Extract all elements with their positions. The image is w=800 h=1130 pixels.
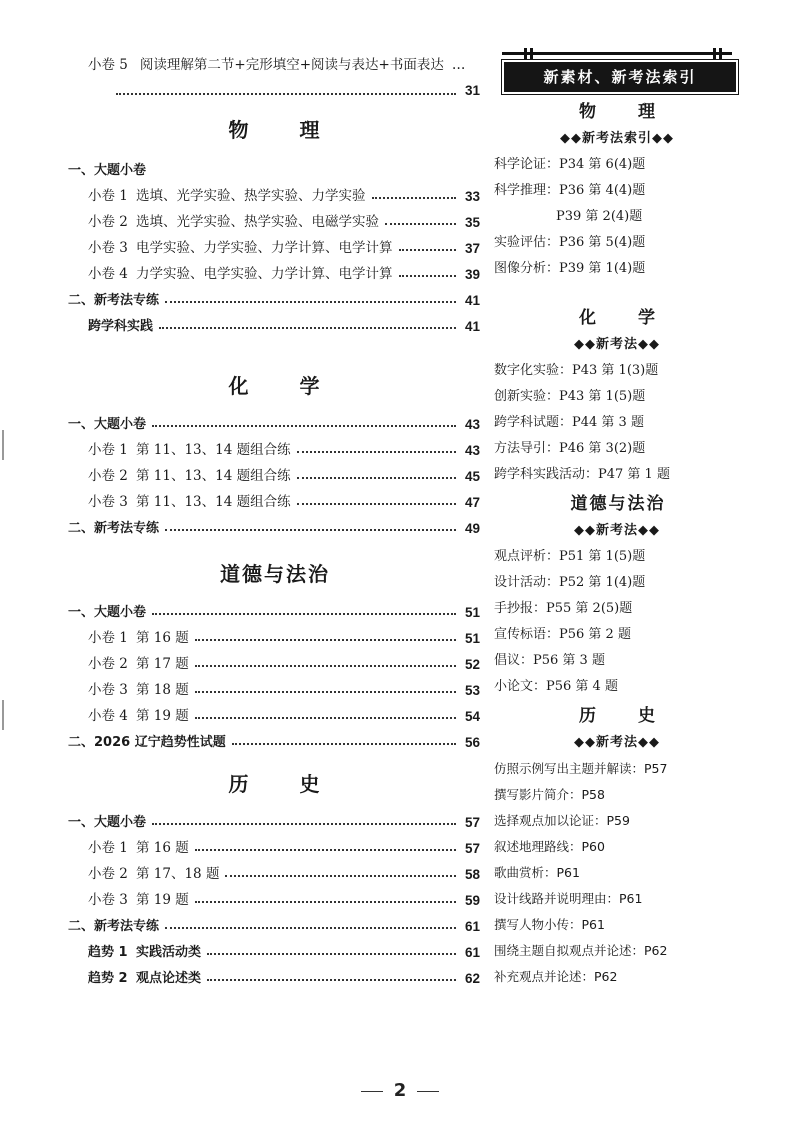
toc-item-label: 小卷 1	[88, 188, 128, 204]
index-item: P39 第 2(4)题	[556, 209, 643, 224]
section-title: 物 理	[228, 118, 342, 142]
dot-leader	[399, 249, 457, 251]
toc-heading	[68, 594, 480, 620]
toc-item-text: 第 11、13、14 题组合练	[136, 442, 291, 458]
dot-leader	[297, 451, 456, 453]
page-number: 49	[464, 521, 480, 536]
dot-leader	[225, 875, 456, 877]
toc-item	[68, 432, 480, 458]
toc-item-label: 小卷 2	[88, 866, 128, 882]
toc-heading-text: 二、2026 辽宁趋势性试题	[68, 735, 226, 750]
toc-item	[68, 308, 480, 334]
page-number: 62	[464, 971, 480, 986]
banner-rail	[502, 52, 732, 55]
toc-item-text: 电学实验、力学实验、力学计算、电学计算	[136, 240, 393, 256]
banner-post	[530, 48, 533, 60]
toc-item-text: 第 19 题	[136, 892, 189, 908]
toc-item-text: 第 19 题	[136, 708, 189, 724]
dot-leader	[195, 691, 456, 693]
index-block-title: 道德与法治	[570, 494, 666, 514]
footer-page-number: 2	[393, 1080, 407, 1101]
dot-leader	[399, 275, 457, 277]
page-number: 43	[464, 443, 480, 458]
index-item: 撰写人物小传：P61	[494, 917, 605, 932]
page-number: 59	[464, 893, 480, 908]
toc-item-label: 小卷 2	[88, 214, 128, 230]
dot-leader	[152, 425, 456, 427]
dot-leader	[152, 823, 456, 825]
index-block-subtitle: ◆◆新考法◆◆	[574, 337, 660, 352]
toc-item	[68, 856, 480, 882]
toc-item-text: 第 17、18 题	[136, 866, 220, 882]
dot-leader	[165, 927, 456, 929]
toc-item-text: 选填、光学实验、热学实验、电磁学实验	[136, 214, 379, 230]
page-number: 52	[464, 657, 480, 672]
index-block-subtitle: ◆◆新考法◆◆	[574, 523, 660, 538]
toc-item-label: 小卷 3	[88, 892, 128, 908]
footer-dash	[361, 1091, 383, 1092]
toc-item	[68, 672, 480, 698]
index-item: 科学推理：P36 第 4(4)题	[494, 183, 646, 198]
index-item: 撰写影片简介：P58	[494, 787, 605, 802]
toc-item	[68, 620, 480, 646]
index-block-subtitle: ◆◆新考法索引◆◆	[560, 131, 674, 146]
page-number: 58	[464, 867, 480, 882]
toc-heading-text: 二、新考法专练	[68, 293, 160, 308]
toc-item-text: 第 11、13、14 题组合练	[136, 468, 291, 484]
dot-leader	[195, 849, 456, 851]
index-item: 观点评析：P51 第 1(5)题	[494, 549, 646, 564]
index-block-morality-law	[494, 490, 740, 700]
page-number: 61	[464, 919, 480, 934]
index-item: 跨学科实践活动：P47 第 1 题	[494, 467, 670, 482]
dot-leader	[195, 901, 456, 903]
dot-leader	[372, 197, 457, 199]
page-number: 57	[464, 815, 480, 830]
index-item: 宣传标语：P56 第 2 题	[494, 627, 631, 642]
dot-leader	[195, 639, 456, 641]
toc-item-text: 实践活动类	[136, 945, 202, 960]
banner-post	[524, 48, 527, 60]
index-item: 倡议：P56 第 3 题	[494, 653, 605, 668]
margin-mark	[2, 700, 4, 730]
toc-heading-text: 一、大题小卷	[68, 605, 147, 620]
toc-item-label: 小卷 4	[88, 266, 128, 282]
toc-item-label: 小卷 2	[88, 468, 128, 484]
dot-leader	[159, 327, 456, 329]
index-banner: 新素材、新考法索引	[504, 62, 736, 92]
footer-dash	[417, 1091, 439, 1092]
toc-heading	[68, 510, 480, 536]
toc-item-text: 第 11、13、14 题组合练	[136, 494, 291, 510]
dot-leader	[207, 979, 456, 981]
page-number: 31	[464, 83, 480, 98]
index-item: 设计线路并说明理由：P61	[494, 891, 643, 906]
page-number: 39	[464, 267, 480, 282]
page-number: 61	[464, 945, 480, 960]
index-item: 图像分析：P39 第 1(4)题	[494, 261, 646, 276]
dot-leader	[165, 529, 456, 531]
toc-item-text: 阅读理解第二节+完形填空+阅读与表达+书面表达	[139, 57, 444, 73]
toc-item-text: 第 17 题	[136, 656, 189, 672]
dot-leader	[385, 223, 456, 225]
page-number: 51	[464, 631, 480, 646]
toc-item-label: 小卷 1	[88, 442, 128, 458]
toc-item	[68, 204, 480, 230]
index-item: 实验评估：P36 第 5(4)题	[494, 235, 646, 250]
toc-item-label: 趋势 2	[88, 971, 128, 986]
index-block-title: 物 理	[579, 102, 673, 122]
page-number: 41	[464, 319, 480, 334]
dot-leader	[116, 93, 456, 95]
ellipsis: …	[451, 57, 466, 73]
page-number: 51	[464, 605, 480, 620]
index-item: 方法导引：P46 第 3(2)题	[494, 441, 646, 456]
toc-item-label: 小卷 1	[88, 630, 128, 646]
toc-item-label: 小卷 3	[88, 240, 128, 256]
toc-item	[68, 698, 480, 724]
toc-item-text: 跨学科实践	[88, 319, 154, 334]
index-item: 手抄报：P55 第 2(5)题	[494, 601, 633, 616]
toc-item-text: 力学实验、电学实验、力学计算、电学计算	[136, 266, 393, 282]
index-right-column	[494, 48, 740, 990]
page-number: 56	[464, 735, 480, 750]
section-title: 道德与法治	[220, 562, 330, 586]
page-number: 57	[464, 841, 480, 856]
toc-item	[68, 934, 480, 960]
index-block-title: 历 史	[579, 706, 673, 726]
page-number: 43	[464, 417, 480, 432]
index-item: 仿照示例写出主题并解读：P57	[494, 761, 668, 776]
index-item: 围绕主题自拟观点并论述：P62	[494, 943, 668, 958]
banner-post	[719, 48, 722, 60]
toc-item-label: 小卷 5	[88, 57, 128, 73]
toc-item-label: 趋势 1	[88, 945, 128, 960]
page-number: 37	[464, 241, 480, 256]
toc-item-text: 第 16 题	[136, 840, 189, 856]
section-title: 化 学	[228, 374, 342, 398]
toc-heading-text: 二、新考法专练	[68, 521, 160, 536]
page-number: 47	[464, 495, 480, 510]
toc-heading-text: 一、大题小卷	[68, 163, 147, 178]
toc-heading	[68, 724, 480, 750]
dot-leader	[297, 477, 456, 479]
index-banner-frame	[494, 48, 740, 92]
index-item: 选择观点加以论证：P59	[494, 813, 630, 828]
dot-leader	[195, 665, 456, 667]
page-number: 41	[464, 293, 480, 308]
toc-item-text: 观点论述类	[136, 971, 202, 986]
page-number: 54	[464, 709, 480, 724]
dot-leader	[195, 717, 456, 719]
dot-leader	[165, 301, 456, 303]
toc-item-label: 小卷 1	[88, 840, 128, 856]
toc-heading	[68, 804, 480, 830]
toc-item-label: 小卷 2	[88, 656, 128, 672]
toc-top-entry	[68, 56, 480, 100]
toc-item	[68, 178, 480, 204]
toc-item	[68, 830, 480, 856]
index-item: 补充观点并论述：P62	[494, 969, 618, 984]
index-item: 创新实验：P43 第 1(5)题	[494, 389, 646, 404]
index-item: 跨学科试题：P44 第 3 题	[494, 415, 644, 430]
page-number: 45	[464, 469, 480, 484]
toc-item	[68, 960, 480, 986]
index-block-subtitle: ◆◆新考法◆◆	[574, 735, 660, 750]
page-number: 33	[464, 189, 480, 204]
section-physics	[68, 114, 480, 334]
toc-item	[68, 484, 480, 510]
toc-left-column	[68, 56, 480, 986]
dot-leader	[152, 613, 456, 615]
toc-item-text: 选填、光学实验、热学实验、力学实验	[136, 188, 366, 204]
toc-heading	[68, 406, 480, 432]
dot-leader	[232, 743, 456, 745]
toc-item	[68, 882, 480, 908]
margin-mark	[2, 430, 4, 460]
section-chemistry	[68, 372, 480, 536]
index-block-physics	[494, 98, 740, 282]
page-number: 35	[464, 215, 480, 230]
page-footer	[0, 1080, 800, 1101]
toc-item-label: 小卷 3	[88, 494, 128, 510]
toc-item-text: 第 16 题	[136, 630, 189, 646]
toc-heading	[68, 152, 480, 178]
toc-heading-text: 一、大题小卷	[68, 417, 147, 432]
toc-item	[68, 256, 480, 282]
toc-item-text: 第 18 题	[136, 682, 189, 698]
index-item: 数字化实验：P43 第 1(3)题	[494, 363, 659, 378]
section-morality-law	[68, 560, 480, 750]
index-item: 设计活动：P52 第 1(4)题	[494, 575, 646, 590]
dot-leader	[297, 503, 456, 505]
toc-heading-text: 二、新考法专练	[68, 919, 160, 934]
page-number: 53	[464, 683, 480, 698]
index-block-title: 化 学	[579, 308, 673, 328]
index-item: 科学论证：P34 第 6(4)题	[494, 157, 646, 172]
toc-item-label: 小卷 3	[88, 682, 128, 698]
index-item: 歌曲赏析：P61	[494, 865, 580, 880]
toc-item-label: 小卷 4	[88, 708, 128, 724]
index-item: 小论文：P56 第 4 题	[494, 679, 618, 694]
toc-heading	[68, 908, 480, 934]
section-history	[68, 770, 480, 986]
toc-heading-text: 一、大题小卷	[68, 815, 147, 830]
toc-item	[68, 458, 480, 484]
index-item: 叙述地理路线：P60	[494, 839, 605, 854]
toc-heading	[68, 282, 480, 308]
index-block-history	[494, 702, 740, 990]
dot-leader	[207, 953, 456, 955]
toc-item	[68, 230, 480, 256]
banner-post	[713, 48, 716, 60]
section-title: 历 史	[228, 772, 342, 796]
toc-item	[68, 646, 480, 672]
index-block-chemistry	[494, 304, 740, 488]
